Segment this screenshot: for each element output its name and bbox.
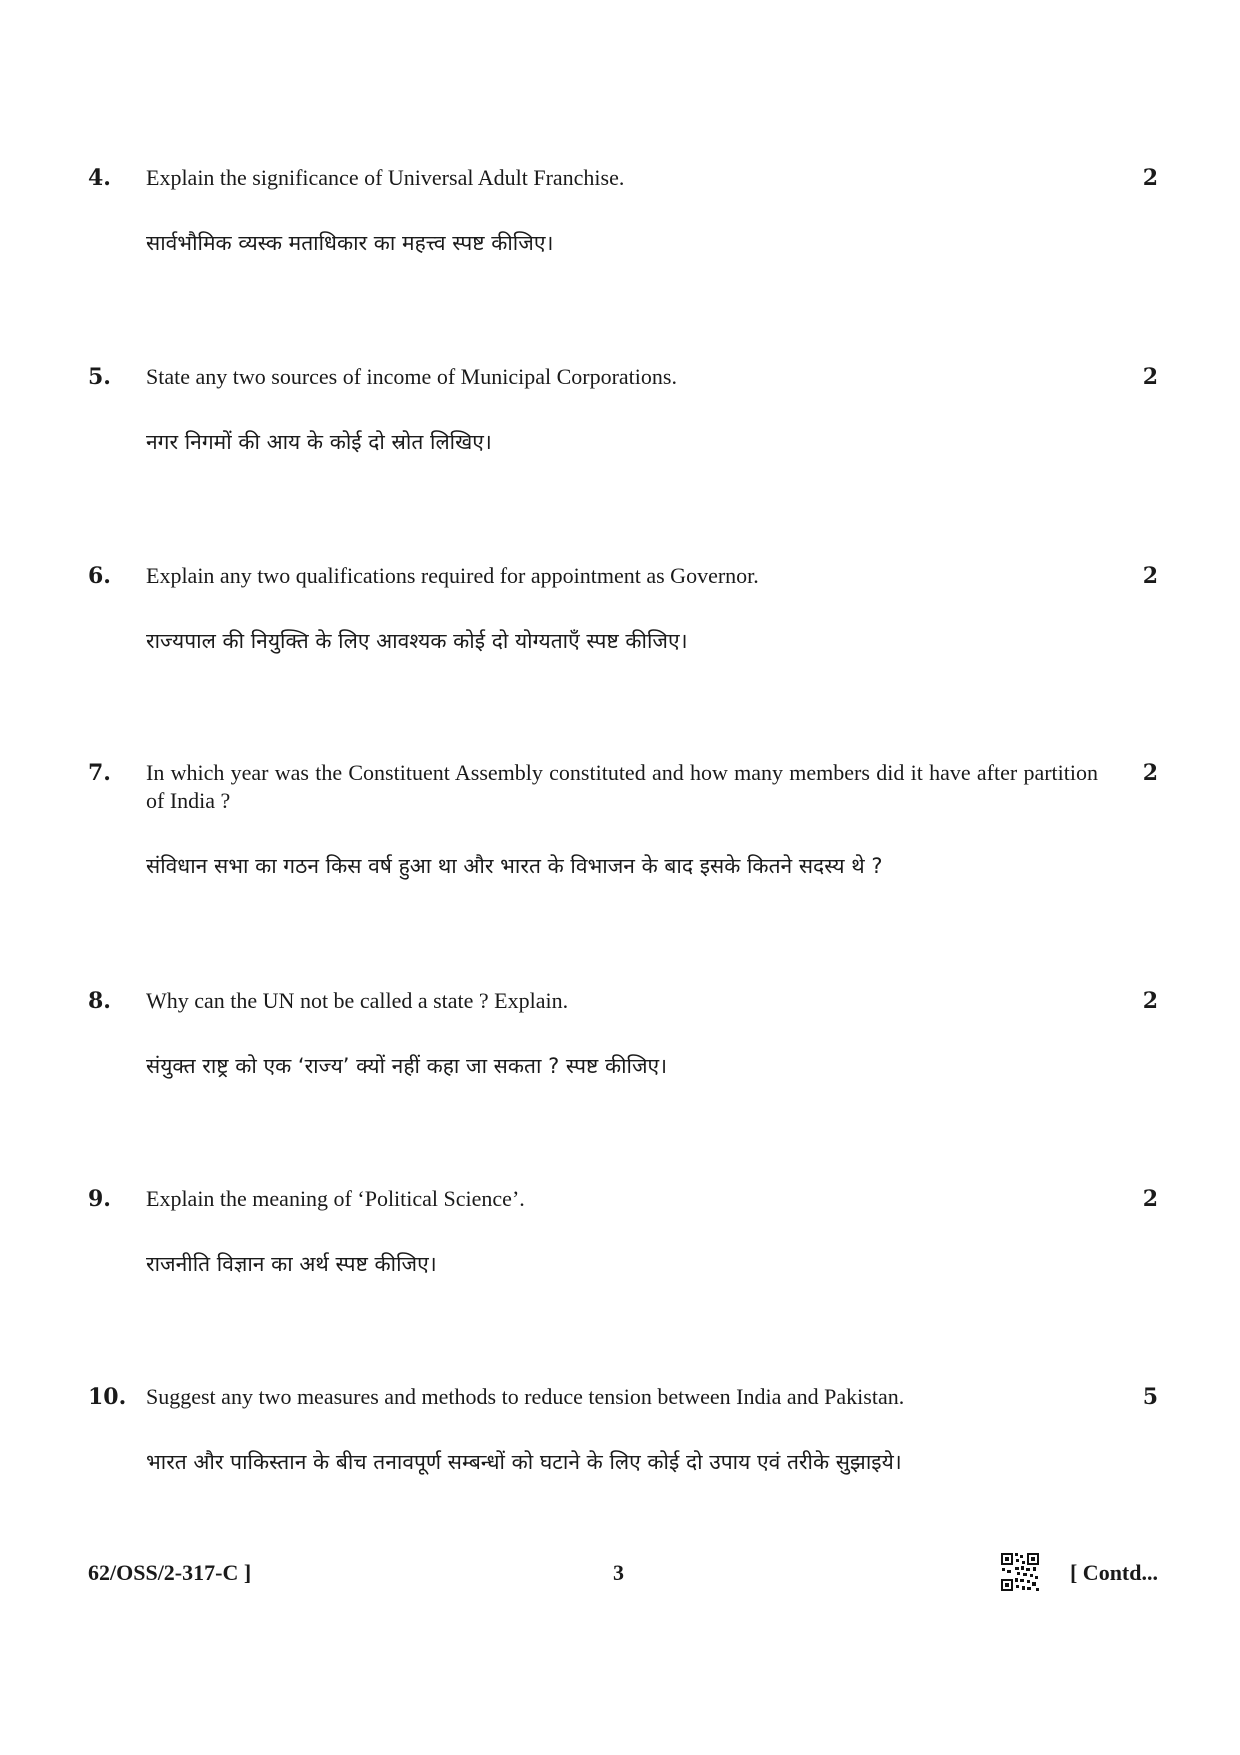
- question-text-hindi: राजनीति विज्ञान का अर्थ स्पष्ट कीजिए।: [146, 1252, 437, 1276]
- question-number: 4.: [88, 165, 111, 191]
- question-text-english: Suggest any two measures and methods to reduce tension between India and Pakistan.: [146, 1384, 905, 1409]
- question-number: 5.: [88, 364, 111, 390]
- question-text-hindi: संयुक्त राष्ट्र को एक ‘राज्य’ क्यों नहीं कहा जा सकता ? स्पष्ट कीजिए।: [146, 1054, 668, 1078]
- question-text-english: Explain the meaning of ‘Political Science’.: [146, 1186, 525, 1211]
- question-number: 7.: [88, 760, 111, 786]
- question-5: [88, 363, 1158, 457]
- page-footer: [88, 1552, 1158, 1592]
- question-marks: 2: [1142, 364, 1158, 390]
- question-text-hindi: राज्यपाल की नियुक्ति के लिए आवश्यक कोई दो योग्यताएँ स्पष्ट कीजिए।: [146, 629, 688, 653]
- question-4: [88, 164, 1158, 258]
- question-text-hindi: नगर निगमों की आय के कोई दो स्रोत लिखिए।: [146, 430, 492, 454]
- question-text-english: State any two sources of income of Municipal Corporations.: [146, 364, 677, 389]
- question-text-english: Explain any two qualifications required for appointment as Governor.: [146, 563, 759, 588]
- question-7: [88, 759, 1158, 881]
- question-text-english: In which year was the Constituent Assembly constituted and how many members did it have after partition of India ?: [146, 760, 1098, 813]
- question-number: 10.: [88, 1384, 127, 1410]
- question-number: 8.: [88, 988, 111, 1014]
- question-marks: 2: [1142, 988, 1158, 1014]
- question-number: 6.: [88, 563, 111, 589]
- question-text-hindi: सार्वभौमिक व्यस्क मताधिकार का महत्त्व स्पष्ट कीजिए।: [146, 231, 554, 255]
- question-text-hindi: संविधान सभा का गठन किस वर्ष हुआ था और भारत के विभाजन के बाद इसके कितने सदस्य थे ?: [146, 854, 883, 878]
- question-marks: 2: [1142, 760, 1158, 786]
- question-text-hindi: भारत और पाकिस्तान के बीच तनावपूर्ण सम्बन्धों को घटाने के लिए कोई दो उपाय एवं तरीके सुझाइये।: [146, 1450, 902, 1474]
- question-6: [88, 562, 1158, 656]
- question-marks: 2: [1142, 1186, 1158, 1212]
- question-text-english: Why can the UN not be called a state ? Explain.: [146, 988, 569, 1013]
- question-marks: 5: [1142, 1384, 1158, 1410]
- continued-label: [ Contd...: [1069, 1560, 1158, 1585]
- question-marks: 2: [1142, 563, 1158, 589]
- question-marks: 2: [1142, 165, 1158, 191]
- paper-code: 62/OSS/2-317-C ]: [88, 1560, 252, 1585]
- question-text-english: Explain the significance of Universal Adult Franchise.: [146, 165, 625, 190]
- question-8: [88, 987, 1158, 1081]
- question-9: [88, 1185, 1158, 1279]
- page-number: 3: [613, 1560, 624, 1585]
- question-number: 9.: [88, 1186, 111, 1212]
- qr-code-icon: [1000, 1552, 1040, 1592]
- question-10: [88, 1383, 1158, 1477]
